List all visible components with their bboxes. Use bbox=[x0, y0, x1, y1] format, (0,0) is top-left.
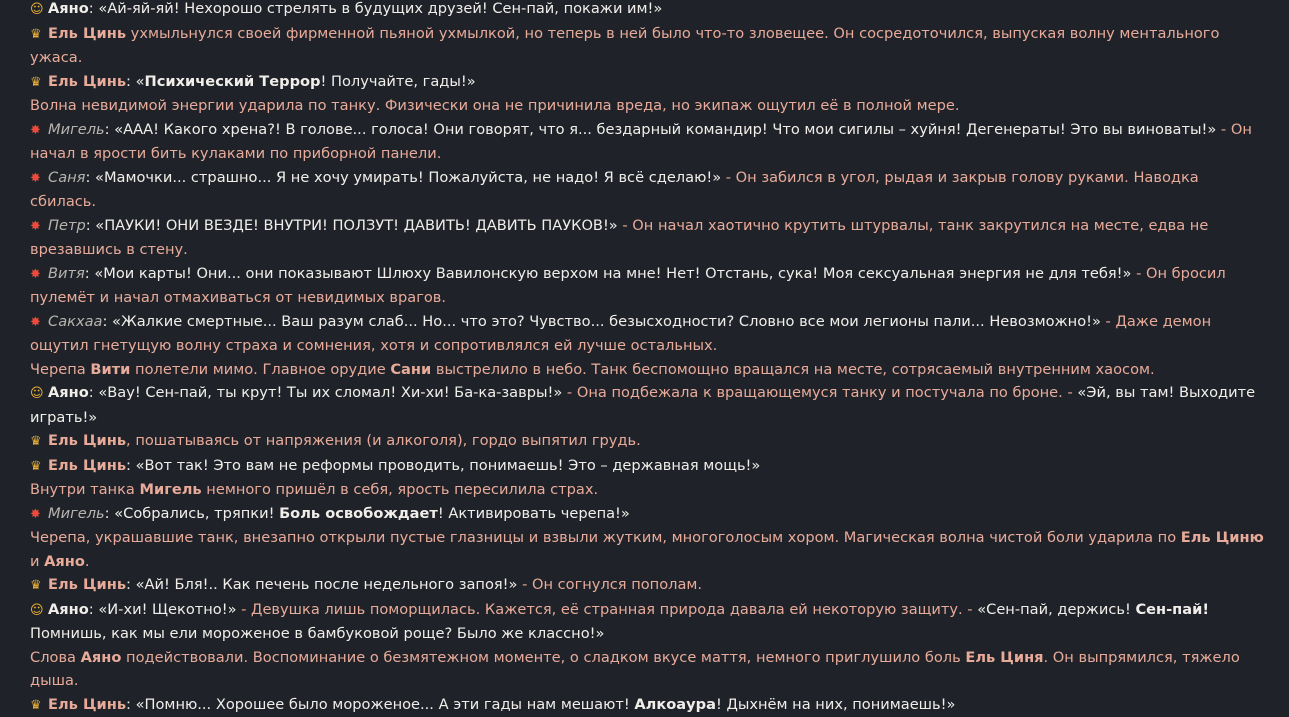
message-text: Слова bbox=[30, 649, 81, 666]
chat-message bbox=[30, 0, 1267, 22]
speaker-name: Мигель bbox=[48, 121, 105, 138]
speaker-name: Ель Цинь bbox=[48, 25, 126, 42]
chat-message bbox=[30, 358, 1267, 382]
message-text: Внутри танка bbox=[30, 481, 139, 498]
speaker-name: Мигель bbox=[48, 505, 105, 522]
message-text: ! Дыхнём на них, понимаешь!» bbox=[716, 696, 955, 713]
chat-message bbox=[30, 94, 1267, 118]
crown-emoji-icon: ♛ bbox=[30, 71, 48, 95]
chat-message bbox=[30, 526, 1267, 573]
message-text: : «Собрались, тряпки! bbox=[105, 505, 279, 522]
message-text: Ель Циня bbox=[965, 649, 1043, 666]
message-text: : «ПАУКИ! ОНИ ВЕЗДЕ! ВНУТРИ! ПОЛЗУТ! ДАВИТЬ! ДАВИТЬ ПАУКОВ!» bbox=[86, 217, 618, 234]
message-text: ухмыльнулся своей фирменной пьяной ухмылкой, но теперь в ней было что-то зловещее. Он сосредоточился, выпуская волну ментального ужаса. bbox=[30, 25, 1219, 67]
chat-message bbox=[30, 381, 1267, 429]
speaker-name: Ель Цинь bbox=[48, 696, 126, 713]
message-text: - Она подбежала к вращающемуся танку и постучала по броне. - bbox=[562, 384, 1077, 401]
explosion-emoji-icon: ✸ bbox=[30, 311, 48, 335]
explosion-emoji-icon: ✸ bbox=[30, 263, 48, 287]
speaker-name: Аяно bbox=[48, 0, 89, 17]
message-text: - Он бросил пулемёт и начал отмахиваться от невидимых врагов. bbox=[30, 265, 1226, 307]
crown-emoji-icon: ♛ bbox=[30, 574, 48, 598]
chat-message bbox=[30, 429, 1267, 454]
message-text: - Он начал хаотично крутить штурвалы, танк закрутился на месте, едва не врезавшись в стену. bbox=[30, 217, 1208, 259]
speaker-name: Петр bbox=[48, 217, 86, 234]
message-text: немного пришёл в себя, ярость пересилила страх. bbox=[202, 481, 599, 498]
explosion-emoji-icon: ✸ bbox=[30, 503, 48, 527]
crown-emoji-icon: ♛ bbox=[30, 694, 48, 717]
message-text: : «И-хи! Щекотно!» bbox=[89, 601, 237, 618]
speaker-name: Аяно bbox=[48, 601, 89, 618]
message-text: Мигель bbox=[139, 481, 201, 498]
speaker-name: Сакхаа bbox=[48, 313, 102, 330]
message-text: Вити bbox=[90, 361, 130, 378]
chat-message bbox=[30, 70, 1267, 95]
explosion-emoji-icon: ✸ bbox=[30, 167, 48, 191]
smiley-emoji-icon: ☺ bbox=[30, 0, 48, 22]
message-text: - Даже демон ощутил гнетущую волну страха и сомнения, хотя и сопротивлялся ей лучше остальных. bbox=[30, 313, 1211, 355]
message-text: ! Активировать черепа!» bbox=[438, 505, 630, 522]
message-text: - Он забился в угол, рыдая и закрыв голову руками. Наводка сбилась. bbox=[30, 169, 1199, 211]
chat-message bbox=[30, 573, 1267, 598]
message-text: : «Жалкие смертные... Ваш разум слаб... Но... что это? Чувство... безысходности? Словно все мои легионы пали... Невозможно!» bbox=[102, 313, 1100, 330]
message-text: : «Помню... Хорошее было мороженое... А эти гады нам мешают! bbox=[126, 696, 634, 713]
message-text: Сен-пай! bbox=[1135, 601, 1209, 618]
chat-message bbox=[30, 310, 1267, 358]
message-text: : «ААА! Какого хрена?! В голове... голоса! Они говорят, что я... бездарный командир! Что мои сигилы – хуйня! Дегенераты! Это вы виноваты!» bbox=[105, 121, 1217, 138]
message-text: и bbox=[30, 553, 44, 570]
message-text: Алкоаура bbox=[634, 696, 716, 713]
message-text: : «Ай-яй-яй! Нехорошо стрелять в будущих друзей! Сен-пай, покажи им!» bbox=[89, 0, 663, 17]
message-text: «Эй, вы там! Выходите играть!» bbox=[30, 384, 1255, 426]
speaker-name: Витя bbox=[48, 265, 85, 282]
message-text: Черепа bbox=[30, 361, 90, 378]
explosion-emoji-icon: ✸ bbox=[30, 119, 48, 143]
message-text: полетели мимо. Главное орудие bbox=[130, 361, 390, 378]
message-text: выстрелило в небо. Танк беспомощно вращался на месте, сотрясаемый внутренним хаосом. bbox=[431, 361, 1154, 378]
speaker-name: Саня bbox=[48, 169, 85, 186]
message-text: : «Мои карты! Они... они показывают Шлюху Вавилонскую верхом на мне! Нет! Отстань, сука! Моя сексуальная энергия не для тебя!» bbox=[85, 265, 1132, 282]
message-text: Ель Циню bbox=[1181, 529, 1264, 546]
crown-emoji-icon: ♛ bbox=[30, 23, 48, 47]
message-text: . bbox=[85, 553, 90, 570]
message-text: Боль освобождает bbox=[279, 505, 438, 522]
chat-message bbox=[30, 22, 1267, 70]
message-text: Аяно bbox=[81, 649, 122, 666]
message-text: «Сен-пай, держись! bbox=[977, 601, 1135, 618]
message-text: , пошатываясь от напряжения (и алкоголя), гордо выпятил грудь. bbox=[126, 432, 641, 449]
chat-message bbox=[30, 166, 1267, 214]
crown-emoji-icon: ♛ bbox=[30, 430, 48, 454]
speaker-name: Ель Цинь bbox=[48, 73, 126, 90]
speaker-name: Ель Цинь bbox=[48, 457, 126, 474]
message-text: Аяно bbox=[44, 553, 85, 570]
crown-emoji-icon: ♛ bbox=[30, 455, 48, 479]
speaker-name: Ель Цинь bbox=[48, 432, 126, 449]
smiley-emoji-icon: ☺ bbox=[30, 382, 48, 406]
message-text: : «Вот так! Это вам не реформы проводить, понимаешь! Это – державная мощь!» bbox=[126, 457, 760, 474]
message-text: Психический Террор bbox=[145, 73, 321, 90]
chat-message bbox=[30, 693, 1267, 717]
message-text: - Он согнулся пополам. bbox=[517, 576, 702, 593]
chat-message bbox=[30, 646, 1267, 693]
chat-message bbox=[30, 598, 1267, 646]
message-text: : «Ай! Бля!.. Как печень после недельного запоя!» bbox=[126, 576, 517, 593]
explosion-emoji-icon: ✸ bbox=[30, 215, 48, 239]
chat-message bbox=[30, 214, 1267, 262]
chat-message bbox=[30, 262, 1267, 310]
message-text: . Он выпрямился, тяжело дыша. bbox=[30, 649, 1240, 690]
speaker-name: Аяно bbox=[48, 384, 89, 401]
message-text: : « bbox=[126, 73, 145, 90]
smiley-emoji-icon: ☺ bbox=[30, 599, 48, 623]
message-text: : «Мамочки... страшно... Я не хочу умирать! Пожалуйста, не надо! Я всё сделаю!» bbox=[85, 169, 721, 186]
chat-message bbox=[30, 502, 1267, 527]
message-text: - Он начал в ярости бить кулаками по приборной панели. bbox=[30, 121, 1252, 163]
message-text: Волна невидимой энергии ударила по танку. Физически она не причинила вреда, но экипаж ощутил её в полной мере. bbox=[30, 97, 959, 114]
chat-message bbox=[30, 454, 1267, 479]
speaker-name: Ель Цинь bbox=[48, 576, 126, 593]
message-text: ! Получайте, гады!» bbox=[321, 73, 476, 90]
message-text: Помнишь, как мы ели мороженое в бамбуковой роще? Было же классно!» bbox=[30, 625, 604, 642]
message-text: : «Вау! Сен-пай, ты крут! Ты их сломал! Хи-хи! Ба-ка-завры!» bbox=[89, 384, 563, 401]
chat-message bbox=[30, 478, 1267, 502]
chat-message bbox=[30, 118, 1267, 166]
message-text: подействовали. Воспоминание о безмятежном моменте, о сладком вкусе маття, немного приглушило боль bbox=[121, 649, 965, 666]
message-text: Сани bbox=[390, 361, 431, 378]
message-text: Черепа, украшавшие танк, внезапно открыли пустые глазницы и взвыли жутким, многоголосым хором. Магическая волна чистой боли ударила по bbox=[30, 529, 1181, 546]
message-text: - Девушка лишь поморщилась. Кажется, её странная природа давала ей некоторую защиту. - bbox=[237, 601, 978, 618]
